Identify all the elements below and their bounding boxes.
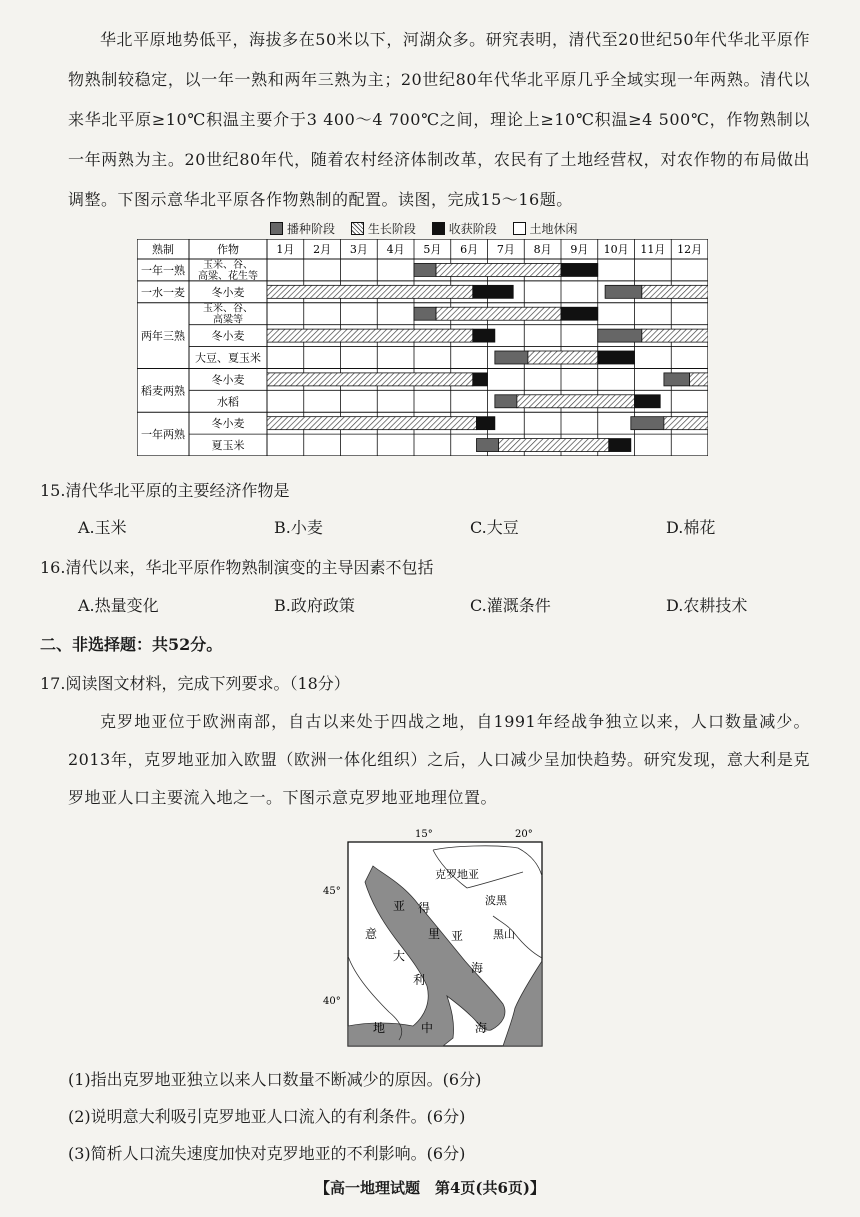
bar-growing	[267, 285, 473, 298]
label-bosnia: 波黑	[485, 894, 507, 907]
label-adriatic-4: 亚	[451, 929, 464, 943]
crop-label: 夏玉米	[211, 439, 245, 453]
lat-40: 40°	[323, 996, 341, 1007]
legend-fallow: 土地休闲	[513, 220, 578, 237]
intro-paragraph: 华北平原地势低平，海拔多在50米以下，河湖众多。研究表明，清代至20世纪50年代华北平原作物熟制较稳定，以一年一熟和两年三熟为主；20世纪80年代华北平原几乎全域实现一年两熟。清代以来华北平原≥10℃积温主要介于3 400～4 700℃之间，理论上≥10℃积温≥4 500℃，作物熟制以一年两熟为主。20世纪80年代，随着农村经济体制改革，农民有了土地经营权，对农作物的布局做出调整。下图示意华北平原各作物熟制的配置。读图，完成15～16题。	[68, 30, 810, 209]
q17-sub3: (3)简析人口流失速度加快对克罗地亚的不利影响。(6分)	[68, 1144, 466, 1163]
group-label-0: 一年一熟	[141, 263, 185, 277]
q15-option-a[interactable]: A.玉米	[78, 518, 127, 537]
crop-label: 玉米、谷、	[203, 303, 253, 315]
bar-growing	[528, 351, 598, 364]
q16-option-b[interactable]: B.政府政策	[274, 596, 355, 615]
group-label-2: 两年三熟	[141, 329, 185, 343]
crop-rotation-table	[137, 239, 708, 456]
crop-label: 水稻	[217, 395, 239, 409]
legend-harvest: 收获阶段	[432, 220, 497, 237]
q15-option-d[interactable]: D.棉花	[666, 518, 716, 537]
bar-growing	[267, 373, 473, 386]
label-italy-2: 大	[393, 949, 406, 963]
bar-harvest	[473, 285, 513, 298]
page-footer: 【高一地理试题 第4页(共6页)】	[314, 1179, 546, 1197]
bar-sowing	[495, 351, 528, 364]
q16-stem: 16.清代以来，华北平原作物熟制演变的主导因素不包括	[40, 558, 434, 577]
header-cell-12: 11月	[640, 243, 666, 256]
bar-growing	[499, 439, 609, 452]
q17-stem: 17.阅读图文材料，完成下列要求。（18分）	[40, 674, 350, 693]
bar-harvest	[561, 307, 598, 320]
crop-label: 冬小麦	[211, 373, 245, 387]
bar-growing	[436, 263, 561, 276]
crop-label: 冬小麦	[211, 417, 245, 431]
label-italy-3: 利	[413, 973, 426, 987]
section-2-heading: 二、非选择题：共52分。	[40, 635, 223, 654]
bar-harvest	[609, 439, 631, 452]
bar-growing	[267, 329, 473, 342]
crop-label: 玉米、谷、	[203, 259, 253, 271]
label-adriatic-5: 海	[471, 961, 484, 975]
crop-label: 高粱、花生等	[198, 270, 258, 282]
header-cell-9: 8月	[533, 243, 552, 256]
header-cell-10: 9月	[570, 243, 589, 256]
label-adriatic-3: 里	[428, 927, 441, 941]
chart-legend	[270, 220, 590, 238]
header-cell-6: 5月	[423, 243, 442, 256]
bar-growing	[517, 395, 635, 408]
header-cell-3: 2月	[313, 243, 332, 256]
q15-stem: 15.清代华北平原的主要经济作物是	[40, 481, 290, 500]
label-med-1: 地	[373, 1021, 386, 1035]
label-adriatic-2: 得	[418, 901, 431, 915]
bar-sowing	[495, 395, 517, 408]
bar-sowing	[414, 263, 436, 276]
q16-option-a[interactable]: A.热量变化	[78, 596, 159, 615]
bar-sowing	[598, 329, 642, 342]
label-italy-1: 意	[365, 927, 378, 941]
q16-option-d[interactable]: D.农耕技术	[666, 596, 748, 615]
q15-option-b[interactable]: B.小麦	[274, 518, 323, 537]
crop-label: 冬小麦	[211, 285, 245, 299]
bar-harvest	[561, 263, 598, 276]
lat-45: 45°	[323, 886, 341, 897]
bar-growing	[267, 417, 476, 430]
label-med-2: 中	[421, 1021, 434, 1035]
header-cell-2: 1月	[276, 243, 295, 256]
crop-label: 高粱等	[213, 314, 243, 326]
bar-growing	[664, 417, 708, 430]
lon-20: 20°	[515, 829, 533, 840]
bar-growing	[436, 307, 561, 320]
q17-material: 克罗地亚位于欧洲南部，自古以来处于四战之地，自1991年经战争独立以来，人口数量减少。2013年，克罗地亚加入欧盟（欧洲一体化组织）之后，人口减少呈加快趋势。研究发现，意大利是克罗地亚人口主要流入地之一。下图示意克罗地亚地理位置。	[68, 712, 810, 807]
label-adriatic-1: 亚	[393, 899, 406, 913]
bar-harvest	[635, 395, 661, 408]
croatia-location-map	[323, 826, 548, 1048]
bar-harvest	[473, 373, 488, 386]
bar-harvest	[476, 417, 494, 430]
legend-growing: 生长阶段	[351, 220, 416, 237]
q17-sub1: (1)指出克罗地亚独立以来人口数量不断减少的原因。(6分)	[68, 1070, 482, 1089]
header-cell-13: 12月	[677, 243, 703, 256]
q16-option-c[interactable]: C.灌溉条件	[470, 596, 551, 615]
bar-sowing	[605, 285, 642, 298]
group-label-4: 一年两熟	[141, 428, 185, 442]
group-label-3: 稻麦两熟	[141, 384, 185, 398]
bar-growing	[690, 373, 708, 386]
header-cell-7: 6月	[460, 243, 479, 256]
bar-growing	[642, 329, 708, 342]
bar-harvest	[598, 351, 635, 364]
label-croatia: 克罗地亚	[435, 868, 479, 881]
label-montenegro: 黑山	[493, 928, 515, 941]
bar-sowing	[414, 307, 436, 320]
crop-label: 大豆、夏玉米	[195, 351, 261, 365]
header-cell-0: 熟制	[152, 243, 174, 256]
bar-sowing	[476, 439, 498, 452]
group-label-1: 一水一麦	[141, 285, 185, 299]
label-med-3: 海	[475, 1021, 488, 1035]
header-cell-4: 3月	[349, 243, 368, 256]
header-cell-5: 4月	[386, 243, 405, 256]
bar-sowing	[664, 373, 690, 386]
bar-growing	[642, 285, 708, 298]
header-cell-1: 作物	[217, 243, 239, 256]
legend-sowing: 播种阶段	[270, 220, 335, 237]
crop-label: 冬小麦	[211, 329, 245, 343]
q17-sub2: (2)说明意大利吸引克罗地亚人口流入的有利条件。(6分)	[68, 1107, 466, 1126]
q15-option-c[interactable]: C.大豆	[470, 518, 519, 537]
header-cell-8: 7月	[496, 243, 515, 256]
bar-sowing	[631, 417, 664, 430]
lon-15: 15°	[415, 829, 433, 840]
bar-harvest	[473, 329, 495, 342]
header-cell-11: 10月	[603, 243, 629, 256]
